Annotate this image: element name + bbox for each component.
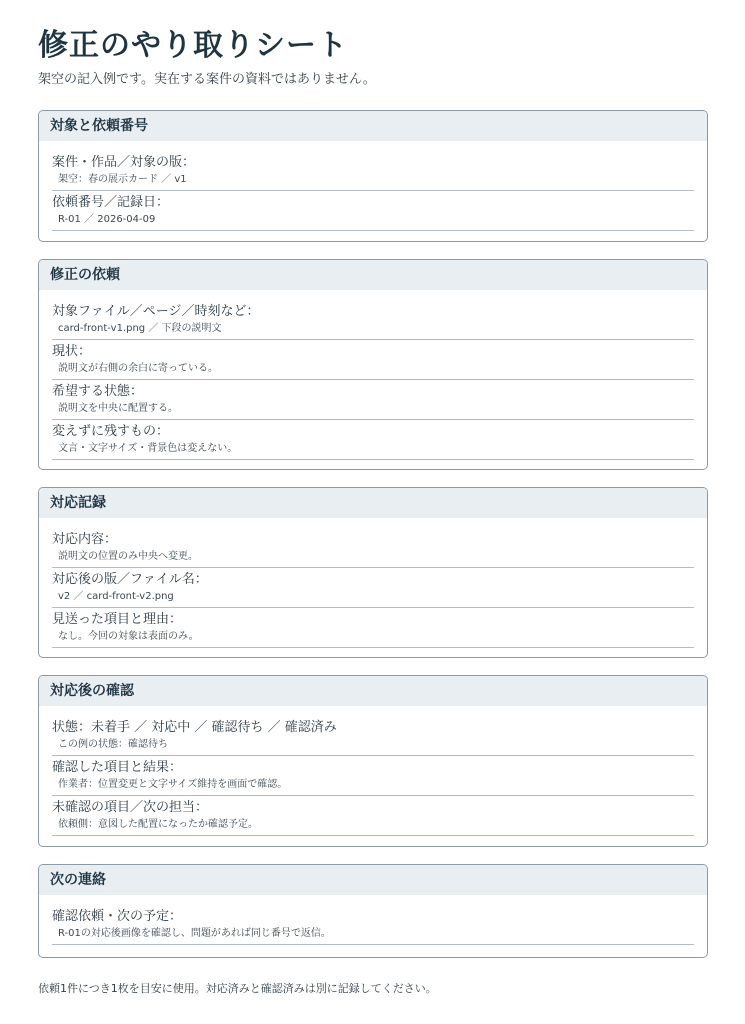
field-label: 対応後の版／ファイル名： [52, 572, 208, 587]
section-target [38, 110, 708, 242]
footer-note: 依頼1件につき1枚を目安に使用。対応済みと確認済みは別に記録してください。 [38, 982, 437, 995]
field-label: 案件・作品／対象の版： [52, 155, 196, 170]
field-label: 希望する状態： [52, 384, 144, 399]
field-label: 確認した項目と結果： [52, 760, 183, 775]
section-response-log [38, 487, 708, 658]
field-checked-items [52, 756, 694, 796]
field-label: 未確認の項目／次の担当： [52, 800, 209, 815]
field-target-file [52, 300, 694, 340]
field-skipped-items [52, 608, 694, 648]
field-unchecked-items [52, 796, 694, 836]
field-value: 作業者：位置変更と文字サイズ維持を画面で確認。 [58, 779, 288, 790]
field-value: 依頼側：意図した配置になったか確認予定。 [58, 819, 258, 830]
field-new-version [52, 568, 694, 608]
section-verification [38, 675, 708, 847]
section-heading: 修正の依頼 [39, 260, 707, 290]
field-status [52, 716, 694, 756]
page-subtitle: 架空の記入例です。実在する案件の資料ではありません。 [38, 72, 376, 87]
field-value: v2 ／ card-front-v2.png [58, 591, 174, 602]
field-value: 説明文を中央に配置する。 [58, 403, 178, 414]
field-label: 依頼番号／記録日： [52, 195, 170, 210]
section-heading: 次の連絡 [39, 865, 707, 895]
section-heading: 対応記録 [39, 488, 707, 518]
field-value: card-front-v1.png ／ 下段の説明文 [58, 323, 222, 334]
page-title: 修正のやり取りシート [38, 28, 348, 63]
field-response-content [52, 528, 694, 568]
section-request [38, 259, 708, 470]
section-heading: 対応後の確認 [39, 676, 707, 706]
field-keep-unchanged [52, 420, 694, 460]
field-desired-state [52, 380, 694, 420]
field-value: なし。今回の対象は表面のみ。 [58, 631, 199, 642]
field-request-number-date [52, 191, 694, 231]
field-label: 確認依頼・次の予定： [52, 909, 183, 924]
field-label: 状態：未着手 ／ 対応中 ／ 確認待ち ／ 確認済み [52, 720, 337, 735]
section-heading: 対象と依頼番号 [39, 111, 707, 141]
field-value: 架空：春の展示カード ／ v1 [58, 174, 187, 185]
field-value: 説明文の位置のみ中央へ変更。 [58, 551, 198, 562]
field-value: R-01の対応後画像を確認し、問題があれば同じ番号で返信。 [58, 928, 331, 939]
field-label: 現状： [52, 344, 92, 359]
field-current-state [52, 340, 694, 380]
field-label: 見送った項目と理由： [52, 612, 183, 627]
field-next-plan [52, 905, 694, 945]
field-label: 対象ファイル／ページ／時刻など： [52, 304, 260, 319]
field-label: 変えずに残すもの： [52, 424, 170, 439]
field-project-version [52, 151, 694, 191]
field-label: 対応内容： [52, 532, 118, 547]
field-value: R-01 ／ 2026-04-09 [58, 214, 156, 225]
section-next-contact [38, 864, 708, 958]
field-value: この例の状態：確認待ち [58, 739, 168, 750]
field-value: 文言・文字サイズ・背景色は変えない。 [58, 443, 238, 454]
field-value: 説明文が右側の余白に寄っている。 [58, 363, 218, 374]
